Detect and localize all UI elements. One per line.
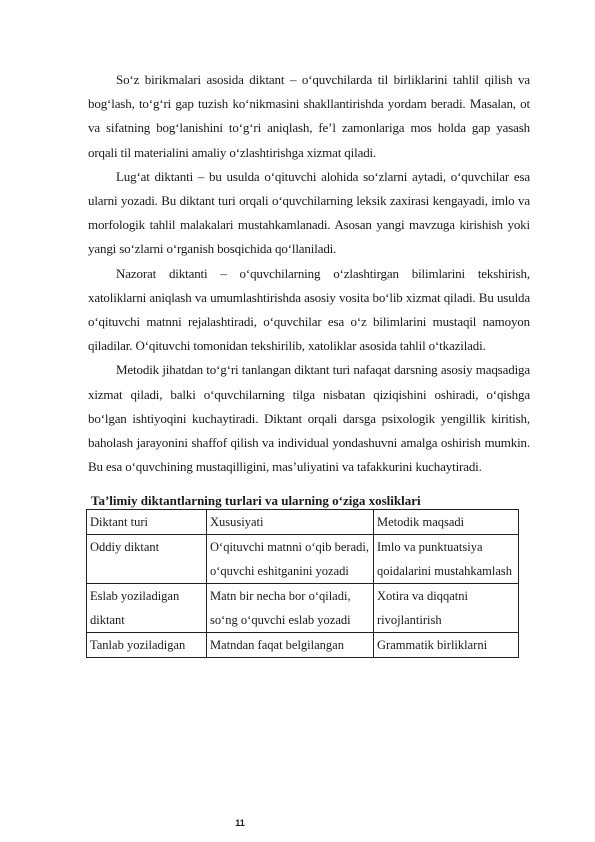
table-cell: Grammatik birliklarni <box>374 633 519 658</box>
table-header-row <box>87 510 519 535</box>
dictation-types-table <box>86 509 519 658</box>
table-cell: Matn bir necha bor o‘qiladi, so‘ng o‘quvchi eslab yozadi <box>207 584 374 633</box>
table-header-cell: Metodik maqsadi <box>374 510 519 535</box>
page-content <box>88 68 530 658</box>
page-number: 11 <box>235 818 245 828</box>
table-cell: O‘qituvchi matnni o‘qib beradi, o‘quvchi eshitganini yozadi <box>207 535 374 584</box>
table-row <box>87 584 519 633</box>
table-header-cell: Xususiyati <box>207 510 374 535</box>
table-row <box>87 535 519 584</box>
paragraph-control-dictation: Nazorat diktanti – o‘quvchilarning o‘zlashtirgan bilimlarini tekshirish, xatoliklarni aniqlash va umumlashtirishda asosiy vosita bo‘lib xizmat qiladi. Bu usulda o‘qituvchi matnni rejalashtiradi, o‘quvchilar esa o‘z bilimlarini mustaqil namoyon qiladilar. O‘qituvchi tomonidan tekshirilib, xatoliklar asosida tahlil o‘tkaziladi. <box>88 265 530 354</box>
paragraph-vocabulary-dictation: Lug‘at diktanti – bu usulda o‘qituvchi alohida so‘zlarni aytadi, o‘quvchilar esa ularni yozadi. Bu diktant turi orqali o‘quvchilarning leksik zaxirasi kengayadi, imlo va morfologik tahlil malakalari mustahkamlanadi. Asosan yangi mavzuga kirishish yoki yangi so‘zlarni o‘rganish bosqichida qo‘llaniladi. <box>88 168 530 257</box>
paragraph-methodical-choice: Metodik jihatdan to‘g‘ri tanlangan diktant turi nafaqat darsning asosiy maqsadiga xizmat qiladi, balki o‘quvchilarning tilga nisbatan qiziqishini oshiradi, o‘qishga bo‘lgan ishtiyoqini kuchaytiradi. Diktant orqali darsga psixologik yengillik kiritish, baholash jarayonini shaffof qilish va individual yondashuvni amalga oshirish mumkin. Bu esa o‘quvchining mustaqilligini, mas’uliyatini va tafakkurini kuchaytiradi. <box>88 362 530 475</box>
table-cell: Eslab yoziladigan diktant <box>87 584 207 633</box>
table-cell: Matndan faqat belgilangan <box>207 633 374 658</box>
paragraph-word-combination-dictation: So‘z birikmalari asosida diktant – o‘quvchilarda til birliklarini tahlil qilish va bog‘lash, to‘g‘ri gap tuzish ko‘nikmasini shakllantirishda yordam beradi. Masalan, ot va sifatning bog‘lanishini to‘g‘ri aniqlash, fe’l zamonlariga mos holda gap yasash orqali til materialini amaliy o‘zlashtirishga xizmat qiladi. <box>88 72 530 160</box>
table-row <box>87 633 519 658</box>
table-cell: Tanlab yoziladigan <box>87 633 207 658</box>
table-cell: Imlo va punktuatsiya qoidalarini mustahkamlash <box>374 535 519 584</box>
table-cell: Xotira va diqqatni rivojlantirish <box>374 584 519 633</box>
table-header-cell: Diktant turi <box>87 510 207 535</box>
table-caption: Ta’limiy diktantlarning turlari va ularning o‘ziga xosliklari <box>91 493 421 509</box>
table-cell: Oddiy diktant <box>87 535 207 584</box>
